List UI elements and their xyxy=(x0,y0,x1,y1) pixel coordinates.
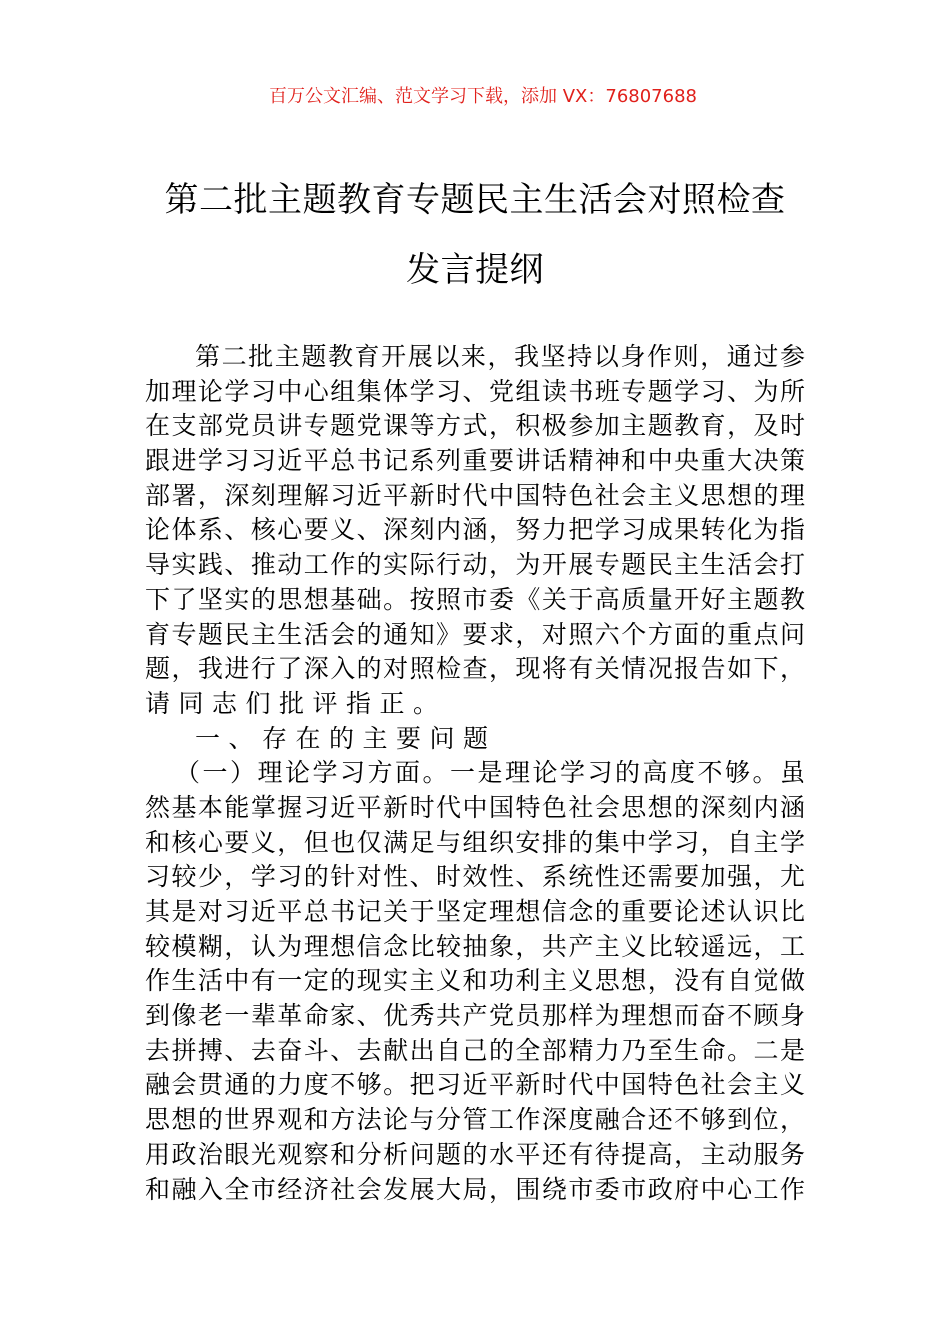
paragraph-line: 然基本能掌握习近平新时代中国特色社会思想的深刻内涵 xyxy=(145,792,805,822)
paragraph-line: 请同志们批评指正。 xyxy=(145,688,447,718)
paragraph-line: 导实践、推动工作的实际行动，为开展专题民主生活会打 xyxy=(145,550,805,580)
paragraph-line: 其是对习近平总书记关于坚定理想信念的重要论述认识比 xyxy=(145,897,805,926)
document-title-line-1: 第二批主题教育专题民主生活会对照检查 xyxy=(164,180,786,220)
paragraph-line: 作生活中有一定的现实主义和功利主义思想，没有自觉做 xyxy=(145,966,805,996)
paragraph-line: 习较少，学习的针对性、时效性、系统性还需要加强，尤 xyxy=(145,862,805,892)
watermark-banner: 百万公文汇编、范文学习下载，添加 VX：76807688 xyxy=(269,86,697,107)
document-title-line-2: 发言提纲 xyxy=(406,250,544,290)
paragraph-line: 思想的世界观和方法论与分管工作深度融合还不够到位， xyxy=(145,1105,805,1135)
paragraph-line: 和核心要义，但也仅满足与组织安排的集中学习，自主学 xyxy=(145,827,805,857)
paragraph-line: 较模糊，认为理想信念比较抽象，共产主义比较遥远，工 xyxy=(145,931,805,961)
paragraph-line: 题，我进行了深入的对照检查，现将有关情况报告如下， xyxy=(145,654,805,684)
document-body xyxy=(145,340,805,1207)
paragraph-line: 融会贯通的力度不够。把习近平新时代中国特色社会主义 xyxy=(145,1070,805,1100)
paragraph-line: 到像老一辈革命家、优秀共产党员那样为理想而奋不顾身 xyxy=(145,1001,805,1031)
paragraph-line: 和融入全市经济社会发展大局，围绕市委市政府中心工作 xyxy=(145,1174,805,1204)
paragraph-line: 在支部党员讲专题党课等方式，积极参加主题教育，及时 xyxy=(145,411,805,441)
paragraph-line: 第二批主题教育开展以来，我坚持以身作则，通过参 xyxy=(195,342,805,371)
paragraph-line: 下了坚实的思想基础。按照市委《关于高质量开好主题教 xyxy=(145,584,805,614)
paragraph-line: 育专题民主生活会的通知》要求，对照六个方面的重点问 xyxy=(145,619,805,649)
paragraph-line: 论体系、核心要义、深刻内涵，努力把学习成果转化为指 xyxy=(145,515,805,545)
paragraph-line: 加理论学习中心组集体学习、党组读书班专题学习、为所 xyxy=(145,376,805,406)
section-heading: 一、存在的主要问题 xyxy=(195,723,497,753)
paragraph-line: 部署，深刻理解习近平新时代中国特色社会主义思想的理 xyxy=(145,480,805,510)
paragraph-line: （一）理论学习方面。一是理论学习的高度不够。虽 xyxy=(175,758,805,788)
paragraph-line: 跟进学习习近平总书记系列重要讲话精神和中央重大决策 xyxy=(145,446,805,476)
paragraph-line: 去拼搏、去奋斗、去献出自己的全部精力乃至生命。二是 xyxy=(145,1035,805,1065)
paragraph-line: 用政治眼光观察和分析问题的水平还有待提高，主动服务 xyxy=(145,1139,805,1169)
